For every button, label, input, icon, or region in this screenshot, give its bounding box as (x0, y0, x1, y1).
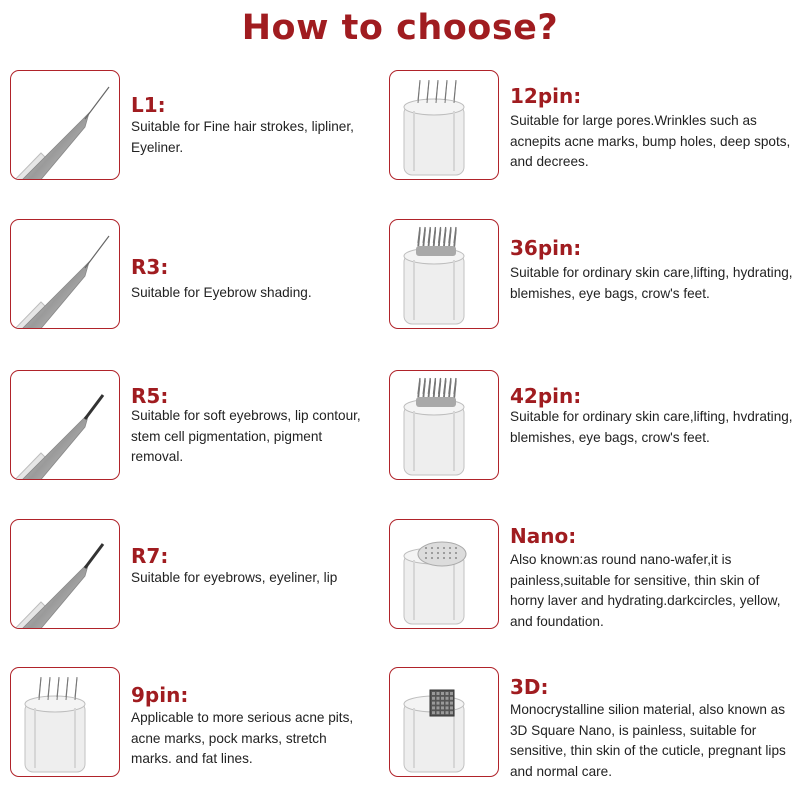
seven-pin-needle-image (10, 519, 120, 629)
five-pin-needle-image (10, 370, 120, 480)
option-name: L1: (131, 93, 166, 117)
single-needle-tip-image (10, 70, 120, 180)
option-name: 12pin: (510, 84, 582, 108)
option-description: Applicable to more serious acne pits, acne marks, pock marks, stretch marks. and fat lines. (131, 710, 354, 766)
option-name: 42pin: (510, 384, 582, 408)
option-description: Suitable for large pores.Wrinkles such as acnepits acne marks, bump holes, deep spots, and decrees. (510, 113, 791, 169)
page-title: How to choose? (241, 8, 559, 48)
option-description: Suitable for eyebrows, eyeliner, lip (131, 570, 338, 585)
option-name: R3: (131, 255, 169, 279)
nine-pin-cartridge-image (10, 667, 120, 777)
square-nano-cartridge-image (389, 667, 499, 777)
option-name: R5: (131, 384, 169, 408)
option-description: Suitable for ordinary skin care,lifting, hvdrating, blemishes, eye bags, crow's feet. (510, 409, 793, 445)
option-name: 3D: (510, 675, 549, 699)
nano-wafer-cartridge-image (389, 519, 499, 629)
thirty-six-pin-cartridge-image (389, 219, 499, 329)
option-name: 36pin: (510, 236, 582, 260)
option-name: 9pin: (131, 683, 189, 707)
forty-two-pin-cartridge-image (389, 370, 499, 480)
option-name: Nano: (510, 524, 577, 548)
option-description: Monocrystalline silion material, also known as 3D Square Nano, is painless, suitable for sensitive, thin skin of the cuticle, pregnant lips and normal care. (510, 702, 786, 779)
three-pin-needle-image (10, 219, 120, 329)
option-description: Suitable for ordinary skin care,lifting, hydrating, blemishes, eye bags, crow's feet. (510, 265, 793, 301)
option-name: R7: (131, 544, 169, 568)
option-description: Suitable for Eyebrow shading. (131, 285, 312, 300)
twelve-pin-cartridge-image (389, 70, 499, 180)
option-description: Also known:as round nano-wafer,it is painless,suitable for sensitive, thin skin of horny laver and hydrating.darkcircles, yellow, and foundation. (510, 552, 781, 629)
option-description: Suitable for Fine hair strokes, lipliner, Eyeliner. (131, 119, 354, 155)
option-description: Suitable for soft eyebrows, lip contour, stem cell pigmentation, pigment removal. (131, 408, 361, 464)
